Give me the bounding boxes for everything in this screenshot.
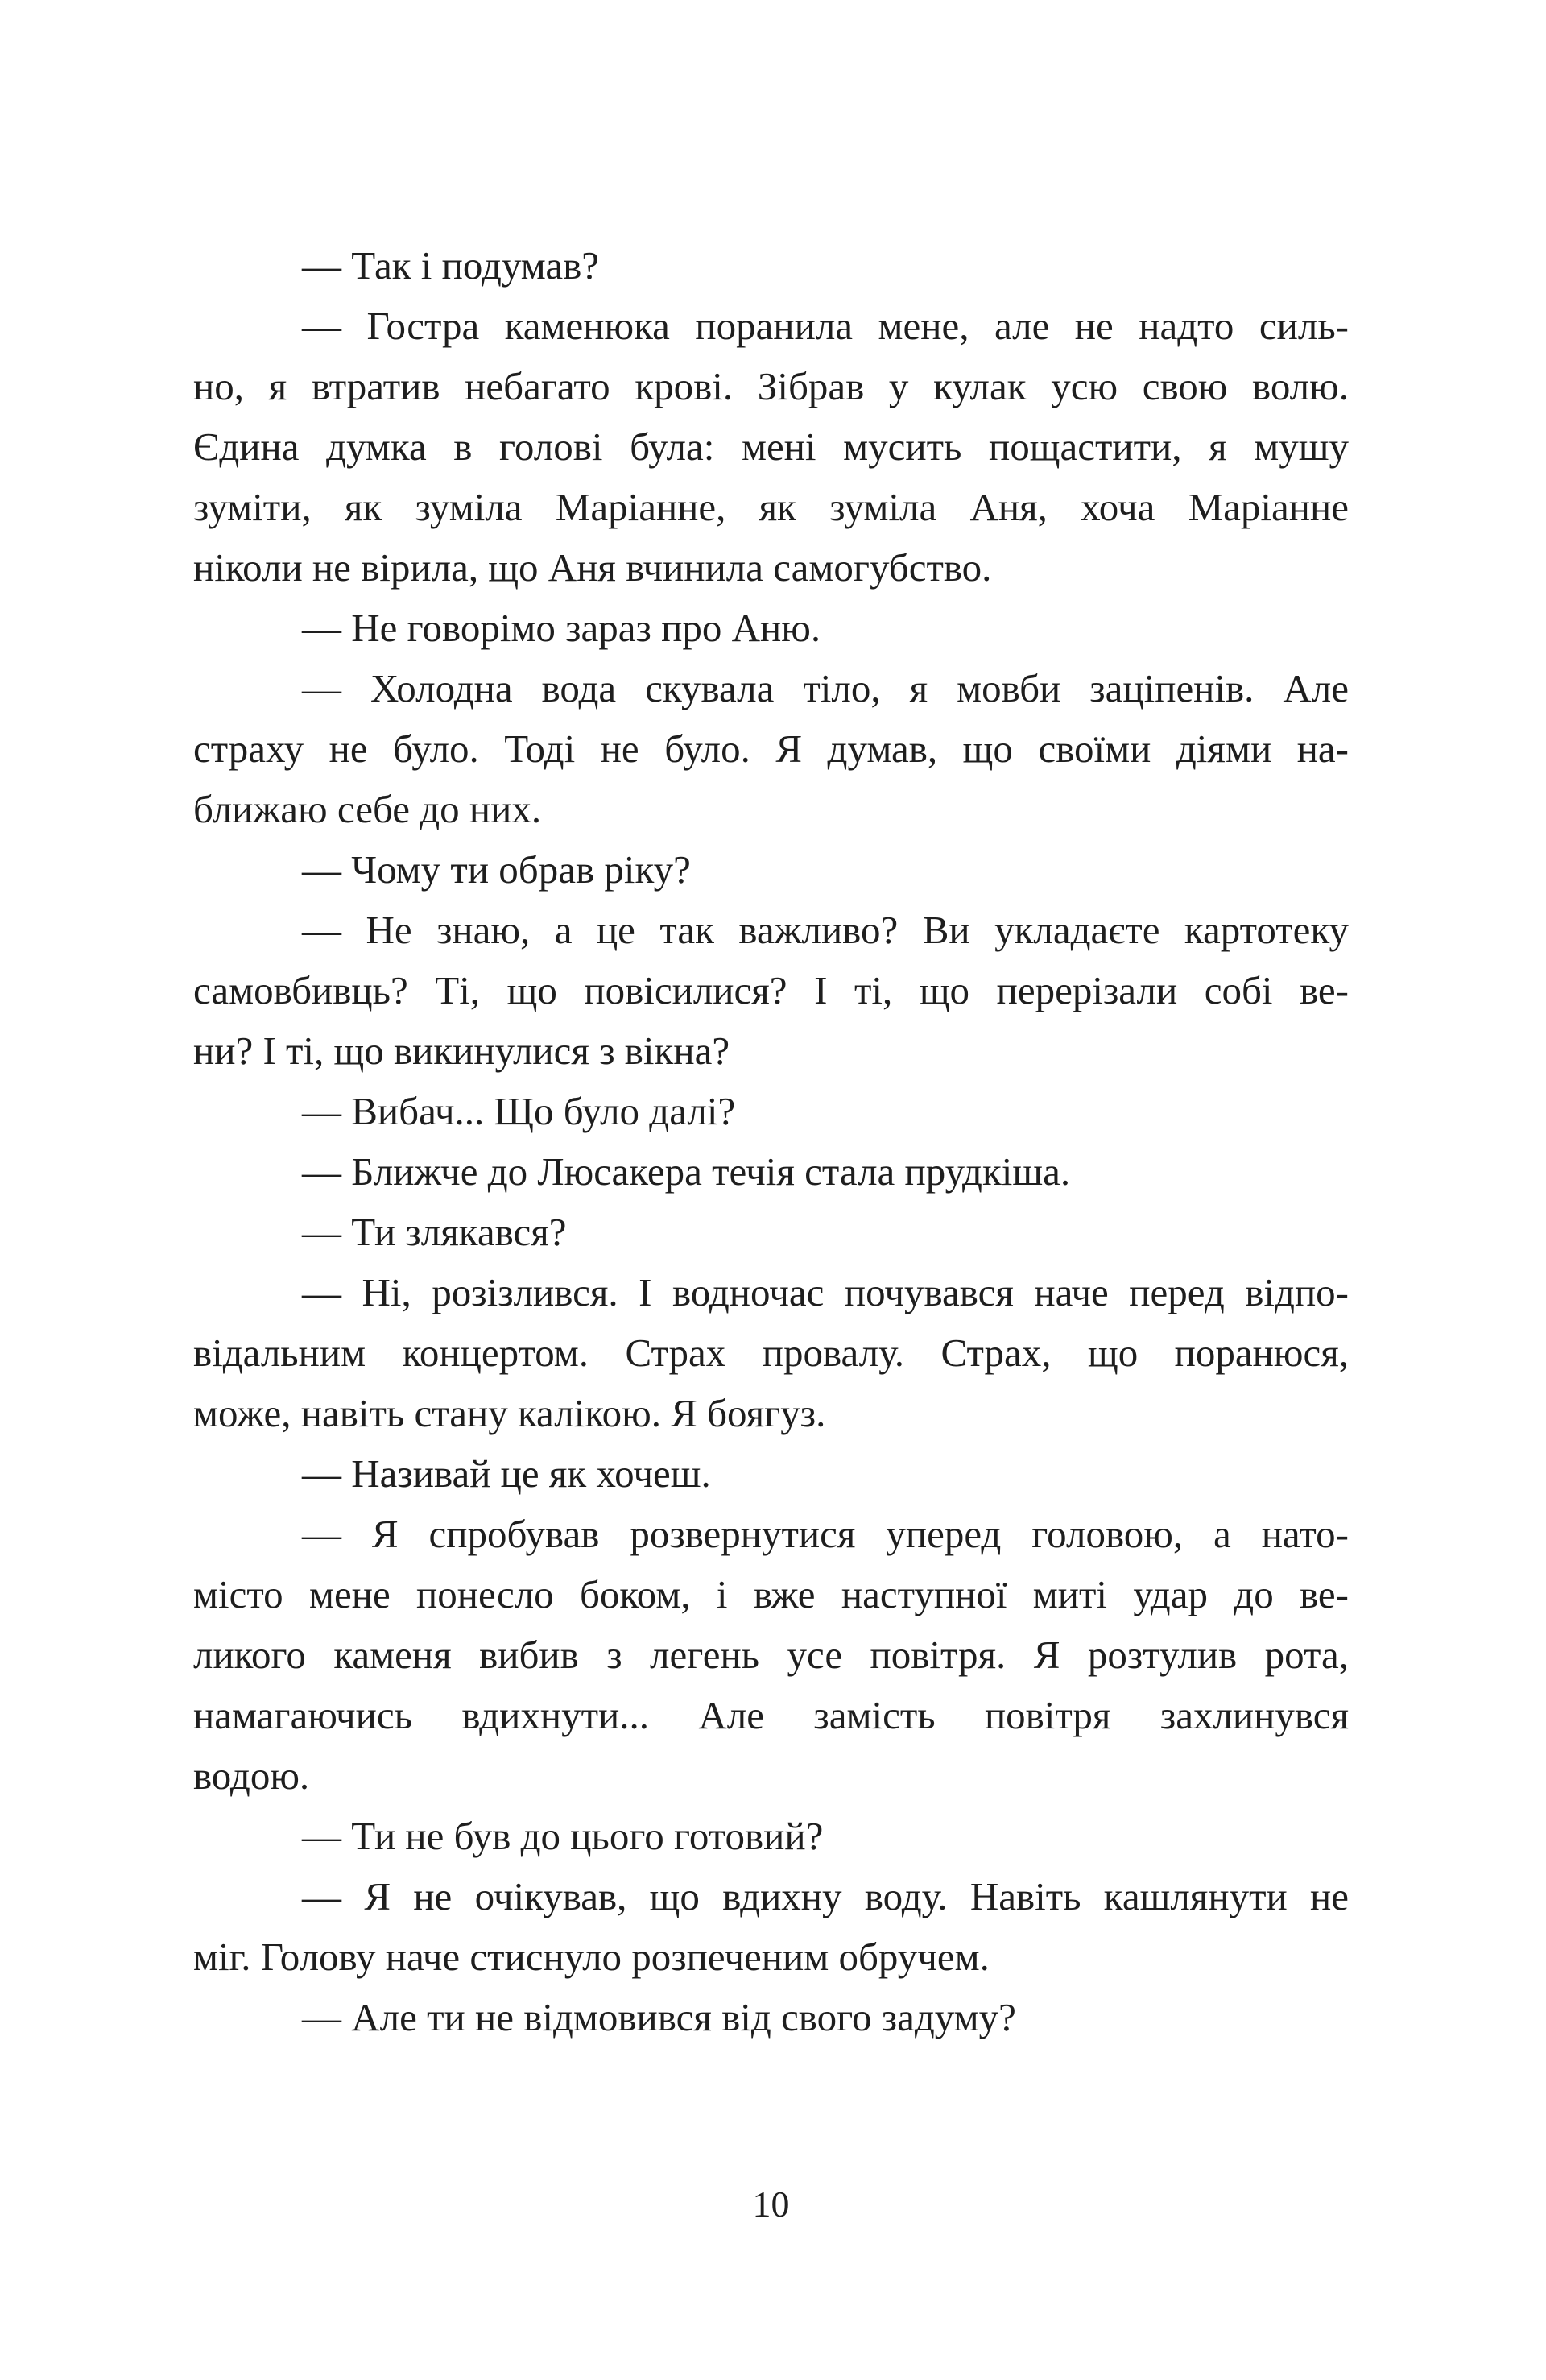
- text-line: ближаю себе до них.: [193, 787, 542, 831]
- body-text: [193, 235, 1349, 2047]
- text-line: — Не говорімо зараз про Аню.: [302, 606, 821, 650]
- text-line: міг. Голову наче стиснуло розпеченим обручем.: [193, 1935, 990, 1979]
- text-line: — Так і подумав?: [302, 243, 600, 288]
- text-line: страху не було. Тоді не було. Я думав, що своїми діями на-: [193, 726, 1349, 771]
- text-line: — Ближче до Люсакера течія стала прудкіша.: [302, 1149, 1071, 1194]
- text-line: — Я спробував розвернутися уперед головою, а нато-: [302, 1512, 1349, 1556]
- text-line: — Холодна вода скувала тіло, я мовби заціпенів. Але: [302, 666, 1349, 710]
- text-line: — Але ти не відмовився від свого задуму?: [302, 1995, 1016, 2039]
- text-line: ніколи не вірила, що Аня вчинила самогубство.: [193, 545, 992, 590]
- text-line: — Не знаю, а це так важливо? Ви укладаєте картотеку: [302, 908, 1349, 952]
- text-line: намагаючись вдихнути... Але замість повітря захлинувся: [193, 1693, 1349, 1737]
- text-line: но, я втратив небагато крові. Зібрав у кулак усю свою волю.: [193, 364, 1349, 408]
- text-line: водою.: [193, 1753, 310, 1798]
- text-line: ни? І ті, що викинулися з вікна?: [193, 1029, 730, 1073]
- text-line: зуміти, як зуміла Маріанне, як зуміла Аня, хоча Маріанне: [193, 485, 1349, 529]
- text-line: відальним концертом. Страх провалу. Страх, що поранюся,: [193, 1331, 1349, 1375]
- text-line: місто мене понесло боком, і вже наступної миті удар до ве-: [193, 1572, 1349, 1616]
- text-line: — Вибач... Що було далі?: [302, 1089, 736, 1133]
- text-line: — Ні, розізлився. І водночас почувався наче перед відпо-: [302, 1270, 1349, 1314]
- text-line: може, навіть стану калікою. Я боягуз.: [193, 1391, 826, 1435]
- page-number: 10: [752, 2183, 790, 2225]
- text-line: — Ти не був до цього готовий?: [302, 1814, 824, 1858]
- text-line: — Гостра каменюка поранила мене, але не надто силь-: [302, 304, 1349, 348]
- text-line: ликого каменя вибив з легень усе повітря. Я розтулив рота,: [193, 1633, 1349, 1677]
- text-line: — Називай це як хочеш.: [302, 1451, 711, 1496]
- text-line: самовбивць? Ті, що повісилися? І ті, що перерізали собі ве-: [193, 968, 1349, 1012]
- text-line: — Ти злякався?: [302, 1210, 567, 1254]
- text-line: — Чому ти обрав ріку?: [302, 847, 691, 892]
- text-line: — Я не очікував, що вдихну воду. Навіть кашлянути не: [302, 1874, 1349, 1918]
- text-line: Єдина думка в голові була: мені мусить пощастити, я мушу: [193, 424, 1349, 469]
